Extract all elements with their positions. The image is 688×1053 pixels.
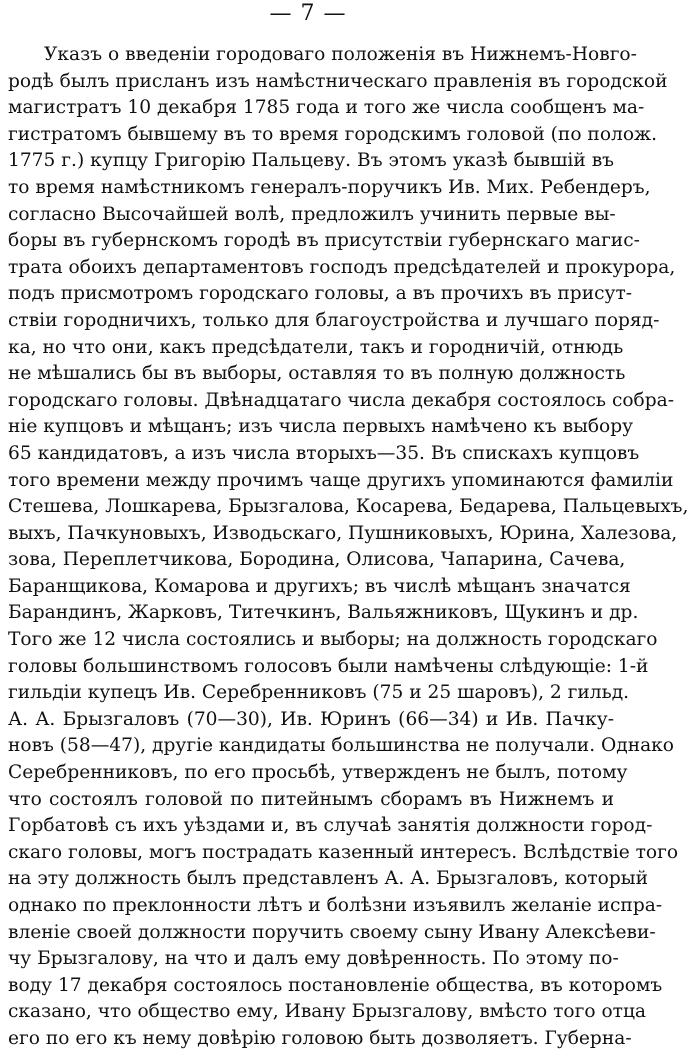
text-line: городскаго головы. Двѣнадцатаго числа декабря состоялось собра- bbox=[8, 389, 675, 411]
text-line: сказано, что общество ему, Ивану Брызгалову, вмѣсто того отца bbox=[8, 1001, 646, 1023]
text-line: скаго головы, могъ пострадать казенный интересъ. Вслѣдствіе того bbox=[8, 841, 679, 863]
text-line: Стешева, Лошкарева, Брызгалова, Косарева, Бедарева, Пальцевыхъ, bbox=[8, 496, 688, 518]
text-line: чу Брызгалову, на что и далъ ему довѣренность. По этому по- bbox=[8, 948, 619, 970]
text-line: зова, Переплетчикова, Бородина, Олисова, Чапарина, Сачева, bbox=[8, 549, 626, 571]
text-line: Серебренниковъ, по его просьбѣ, утвержденъ не былъ, потому bbox=[8, 762, 628, 784]
text-line: согласно Высочайшей волѣ, предложилъ учинить первые вы- bbox=[8, 203, 616, 225]
body-text bbox=[8, 42, 688, 1053]
text-line: Барандинъ, Жарковъ, Титечкинъ, Вальяжниковъ, Щукинъ и др. bbox=[8, 602, 639, 624]
text-line: однако по преклонности лѣтъ и болѣзни изъявилъ желаніе испра- bbox=[8, 895, 663, 916]
text-line: воду 17 декабря состоялось постановленіе общества, въ которомъ bbox=[8, 974, 663, 996]
text-line: новъ (58—47), другіе кандидаты большинства не получали. Однако bbox=[8, 735, 674, 757]
text-line: гистратомъ бывшему въ то время городскимъ головой (по полож. bbox=[8, 123, 658, 145]
text-line: Баранщикова, Комарова и другихъ; въ числѣ мѣщанъ значатся bbox=[8, 575, 631, 597]
text-line: родѣ былъ присланъ изъ намѣстническаго правленія въ городской bbox=[8, 70, 668, 92]
text-line: трата обоихъ департаментовъ господъ предсѣдателей и прокурора, bbox=[8, 256, 676, 278]
text-line: гильдіи купецъ Ив. Серебренниковъ (75 и 25 шаровъ), 2 гильд. bbox=[8, 682, 630, 704]
text-line: вленіе своей должности поручить своему сыну Ивану Алексѣеви- bbox=[8, 921, 656, 943]
text-line: Горбатовѣ съ ихъ уѣздами и, въ случаѣ занятія должности город- bbox=[8, 815, 653, 837]
text-line: боры въ губернскомъ городѣ въ присутствіи губернскаго магис- bbox=[8, 230, 640, 252]
text-line: магистратъ 10 декабря 1785 года и того же числа сообщенъ ма- bbox=[8, 97, 645, 119]
text-line: 1775 г.) купцу Григорію Пальцеву. Въ этомъ указѣ бывшій въ bbox=[8, 150, 614, 172]
text-line: Того же 12 числа состоялись и выборы; на должность городскаго bbox=[8, 629, 658, 651]
text-line: выхъ, Пачкуновыхъ, Изводьскаго, Пушниковыхъ, Юрина, Халезова, bbox=[8, 522, 678, 544]
text-line: А. А. Брызгаловъ (70—30), Ив. Юринъ (66—34) и Ив. Пачку- bbox=[8, 708, 614, 730]
text-line: того времени между прочимъ чаще другихъ упоминаются фамиліи bbox=[8, 469, 674, 491]
text-line: ніе купцовъ и мѣщанъ; изъ числа первыхъ намѣчено къ выбору bbox=[8, 416, 634, 438]
text-line: головы большинствомъ голосовъ были намѣчены слѣдующіе: 1-й bbox=[8, 655, 649, 677]
text-line: Указъ о введеніи городоваго положенія въ Нижнемъ-Новго- bbox=[44, 44, 637, 65]
text-line: ствіи городничихъ, только для благоустройства и лучшаго поряд- bbox=[8, 309, 660, 331]
text-line: его по его къ нему довѣрію головою быть дозволяетъ. Губерна- bbox=[8, 1027, 632, 1049]
text-line: ка, но что они, какъ предсѣдатели, такъ и городничій, отнюдь bbox=[8, 336, 624, 358]
text-line: то время намѣстникомъ генералъ-поручикъ Ив. Мих. Ребендеръ, bbox=[8, 176, 651, 198]
text-line: не мѣшались бы въ выборы, оставляя то въ полную должность bbox=[8, 363, 626, 385]
text-line: 65 кандидатовъ, а изъ числа вторыхъ—35. Въ спискахъ купцовъ bbox=[8, 442, 640, 464]
text-line: на эту должность былъ представленъ А. А. Брызгаловъ, который bbox=[8, 868, 648, 890]
text-line: подъ присмотромъ городскаго головы, а въ прочихъ въ присут- bbox=[8, 283, 633, 305]
page-number: — 7 — bbox=[269, 1, 347, 26]
text-line: что состоялъ головой по питейнымъ сборамъ въ Нижнемъ и bbox=[8, 788, 614, 810]
